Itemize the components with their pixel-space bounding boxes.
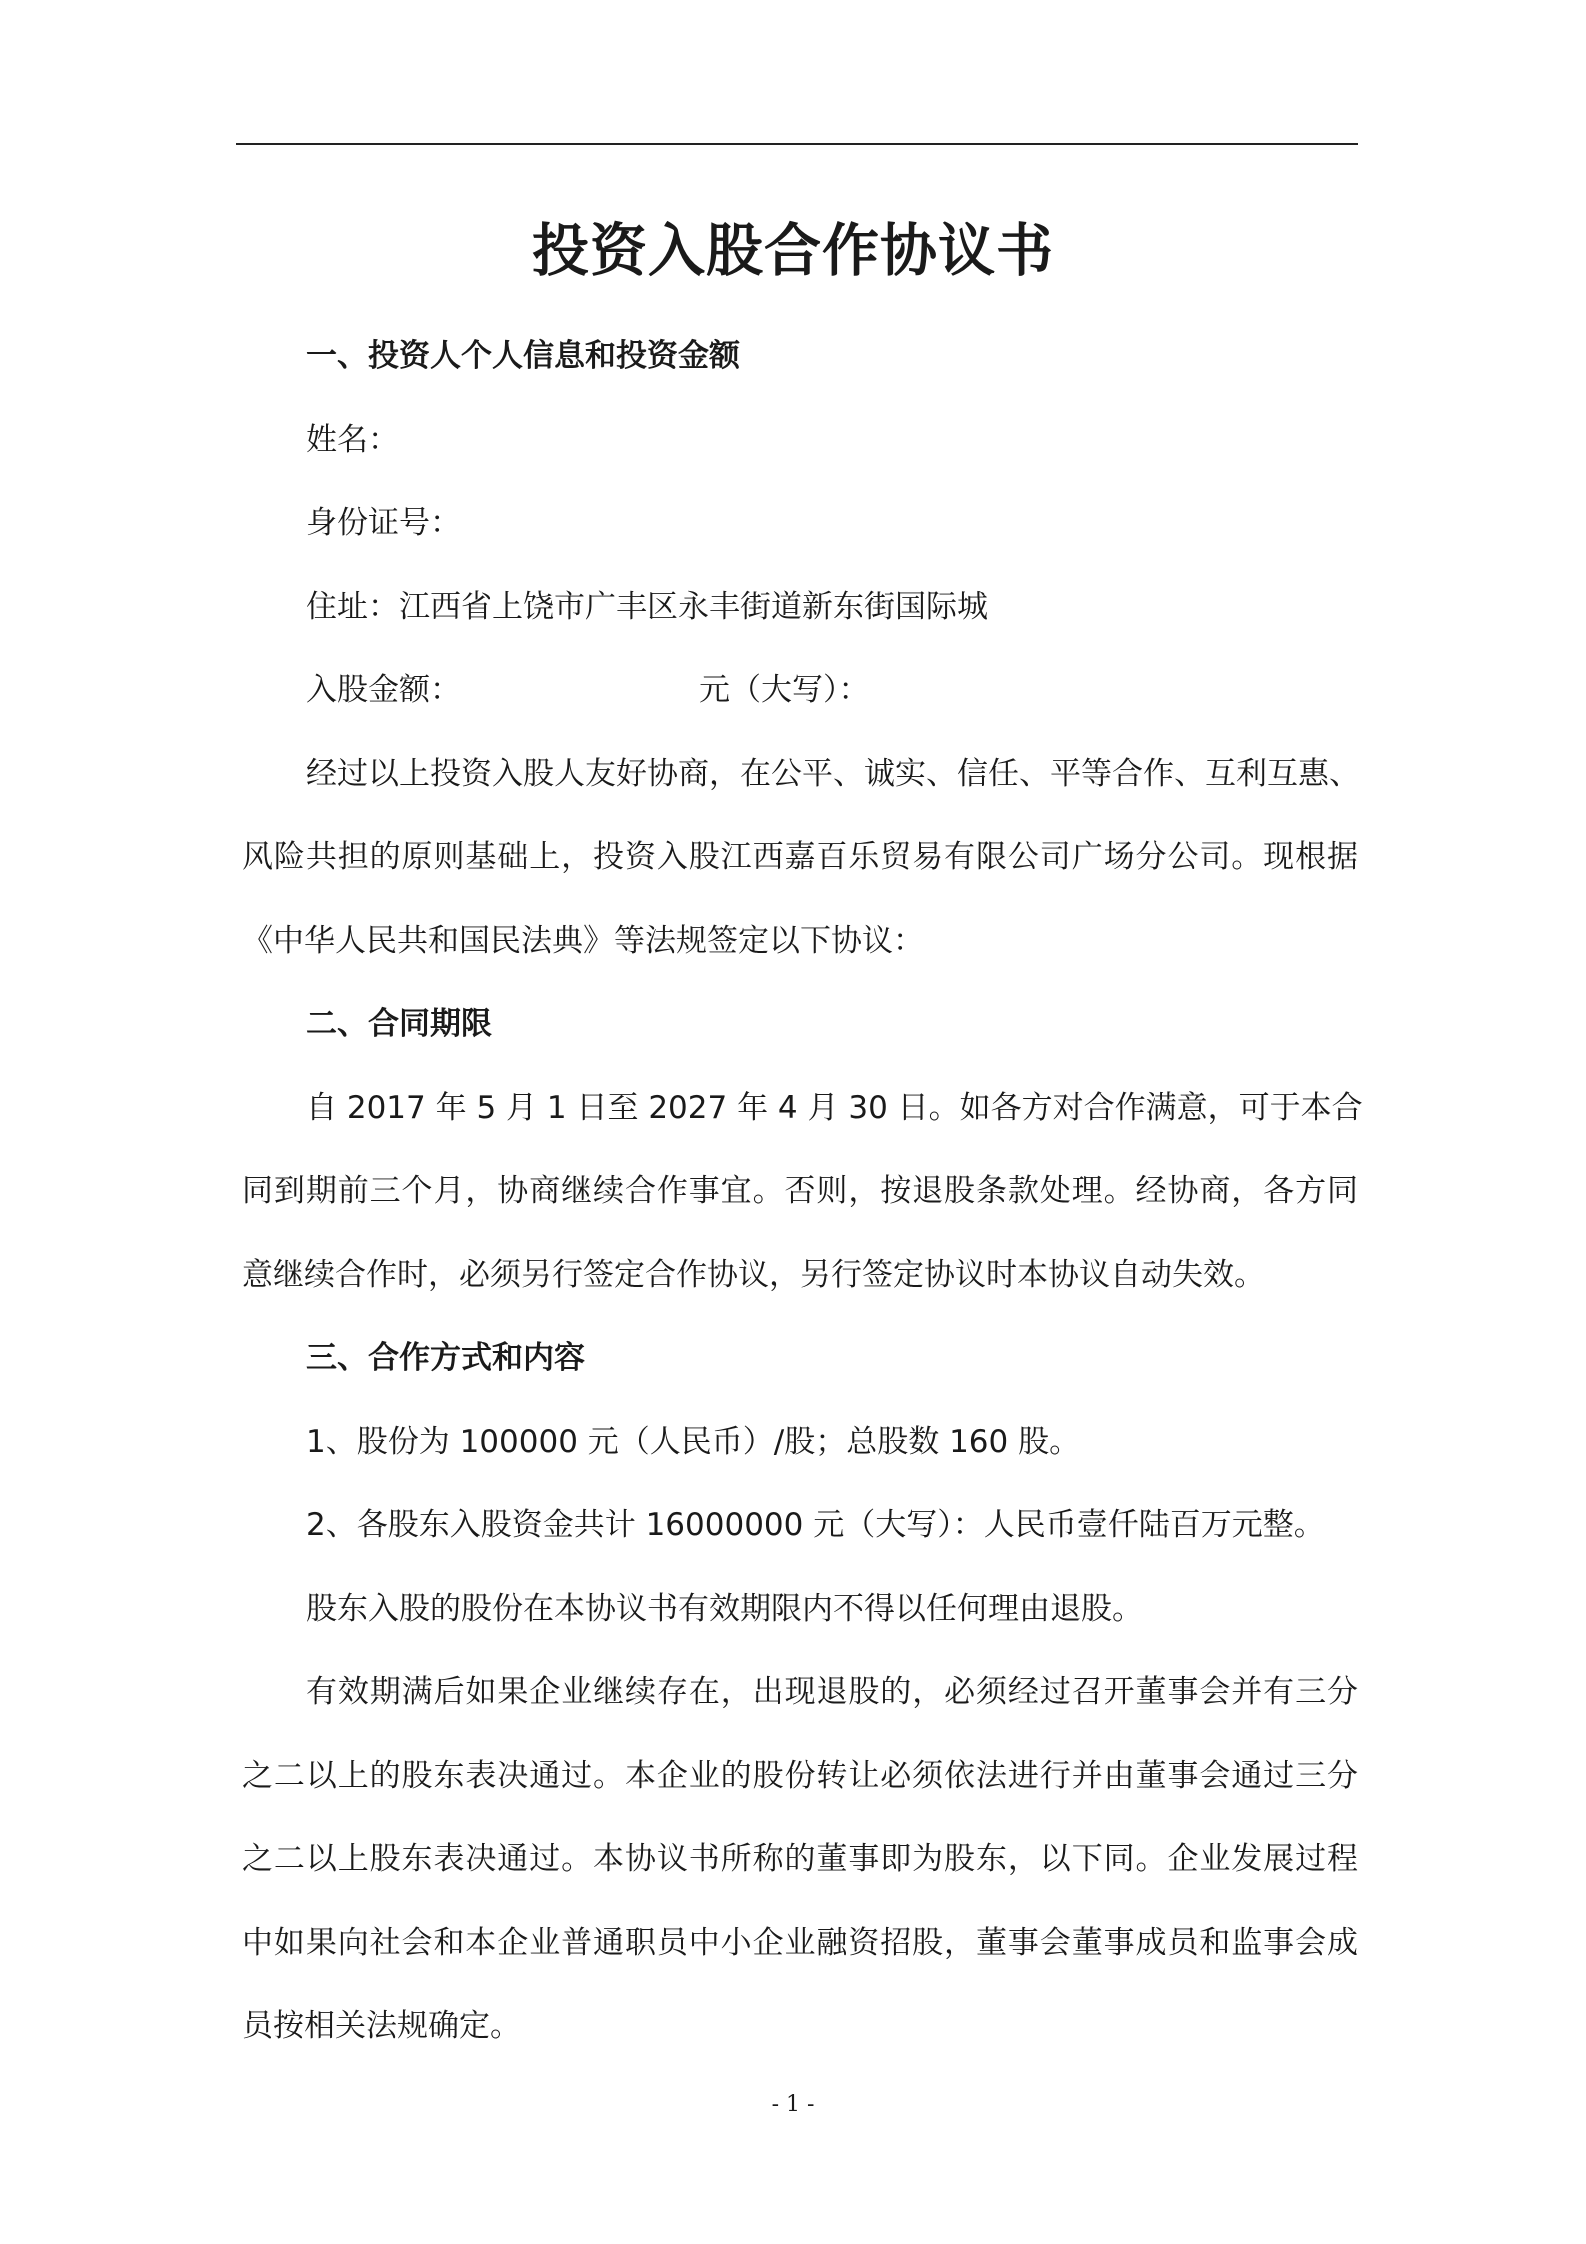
paragraph-line: 自 2017 年 5 月 1 日至 2027 年 4 月 30 日。如各方对合作满意，可于本合 bbox=[306, 1089, 1363, 1126]
page-number: - 1 - bbox=[771, 2092, 815, 2117]
name-field-label: 姓名： bbox=[306, 421, 399, 458]
address-line: 住址：江西省上饶市广丰区永丰街道新东街国际城 bbox=[306, 588, 988, 625]
paragraph-line: 有效期满后如果企业继续存在，出现退股的，必须经过召开董事会并有三分 bbox=[306, 1674, 1358, 1710]
paragraph-line: 中如果向社会和本企业普通职员中小企业融资招股，董事会董事成员和监事会成 bbox=[242, 1924, 1358, 1961]
paragraph-line: 风险共担的原则基础上，投资入股江西嘉百乐贸易有限公司广场分公司。现根据 bbox=[242, 839, 1358, 875]
paragraph-line: 《中华人民共和国民法典》等法规签定以下协议： bbox=[242, 922, 924, 959]
paragraph-line: 同到期前三个月，协商继续合作事宜。否则，按退股条款处理。经协商，各方同 bbox=[242, 1173, 1358, 1209]
amount-unit-label: 元（大写）： bbox=[699, 672, 870, 708]
paragraph-line: 员按相关法规确定。 bbox=[242, 2008, 521, 2044]
document-body bbox=[242, 315, 1363, 2069]
paragraph-line: 经过以上投资入股人友好协商，在公平、诚实、信任、平等合作、互利互惠、 bbox=[306, 755, 1360, 792]
section2-heading: 二、合同期限 bbox=[306, 1006, 492, 1042]
clause-item-2: 2、各股东入股资金共计 16000000 元（大写）：人民币壹仟陆百万元整。 bbox=[306, 1507, 1325, 1543]
paragraph-line: 之二以上股东表决通过。本协议书所称的董事即为股东，以下同。企业发展过程 bbox=[242, 1841, 1358, 1877]
document-title: 投资入股合作协议书 bbox=[532, 218, 1054, 284]
clause-item-1: 1、股份为 100000 元（人民币）/股；总股数 160 股。 bbox=[306, 1423, 1081, 1460]
section1-heading: 一、投资人个人信息和投资金额 bbox=[306, 338, 740, 374]
investment-amount-line bbox=[242, 649, 1358, 733]
section3-heading: 三、合作方式和内容 bbox=[306, 1340, 585, 1376]
paragraph-line: 股东入股的股份在本协议书有效期限内不得以任何理由退股。 bbox=[306, 1590, 1143, 1627]
amount-label: 入股金额： bbox=[306, 672, 461, 708]
paragraph-line: 之二以上的股东表决通过。本企业的股份转让必须依法进行并由董事会通过三分 bbox=[242, 1757, 1358, 1794]
paragraph-line: 意继续合作时，必须另行签定合作协议，另行签定协议时本协议自动失效。 bbox=[242, 1256, 1265, 1293]
id-number-field-label: 身份证号： bbox=[306, 505, 461, 541]
header-rule bbox=[236, 143, 1358, 145]
